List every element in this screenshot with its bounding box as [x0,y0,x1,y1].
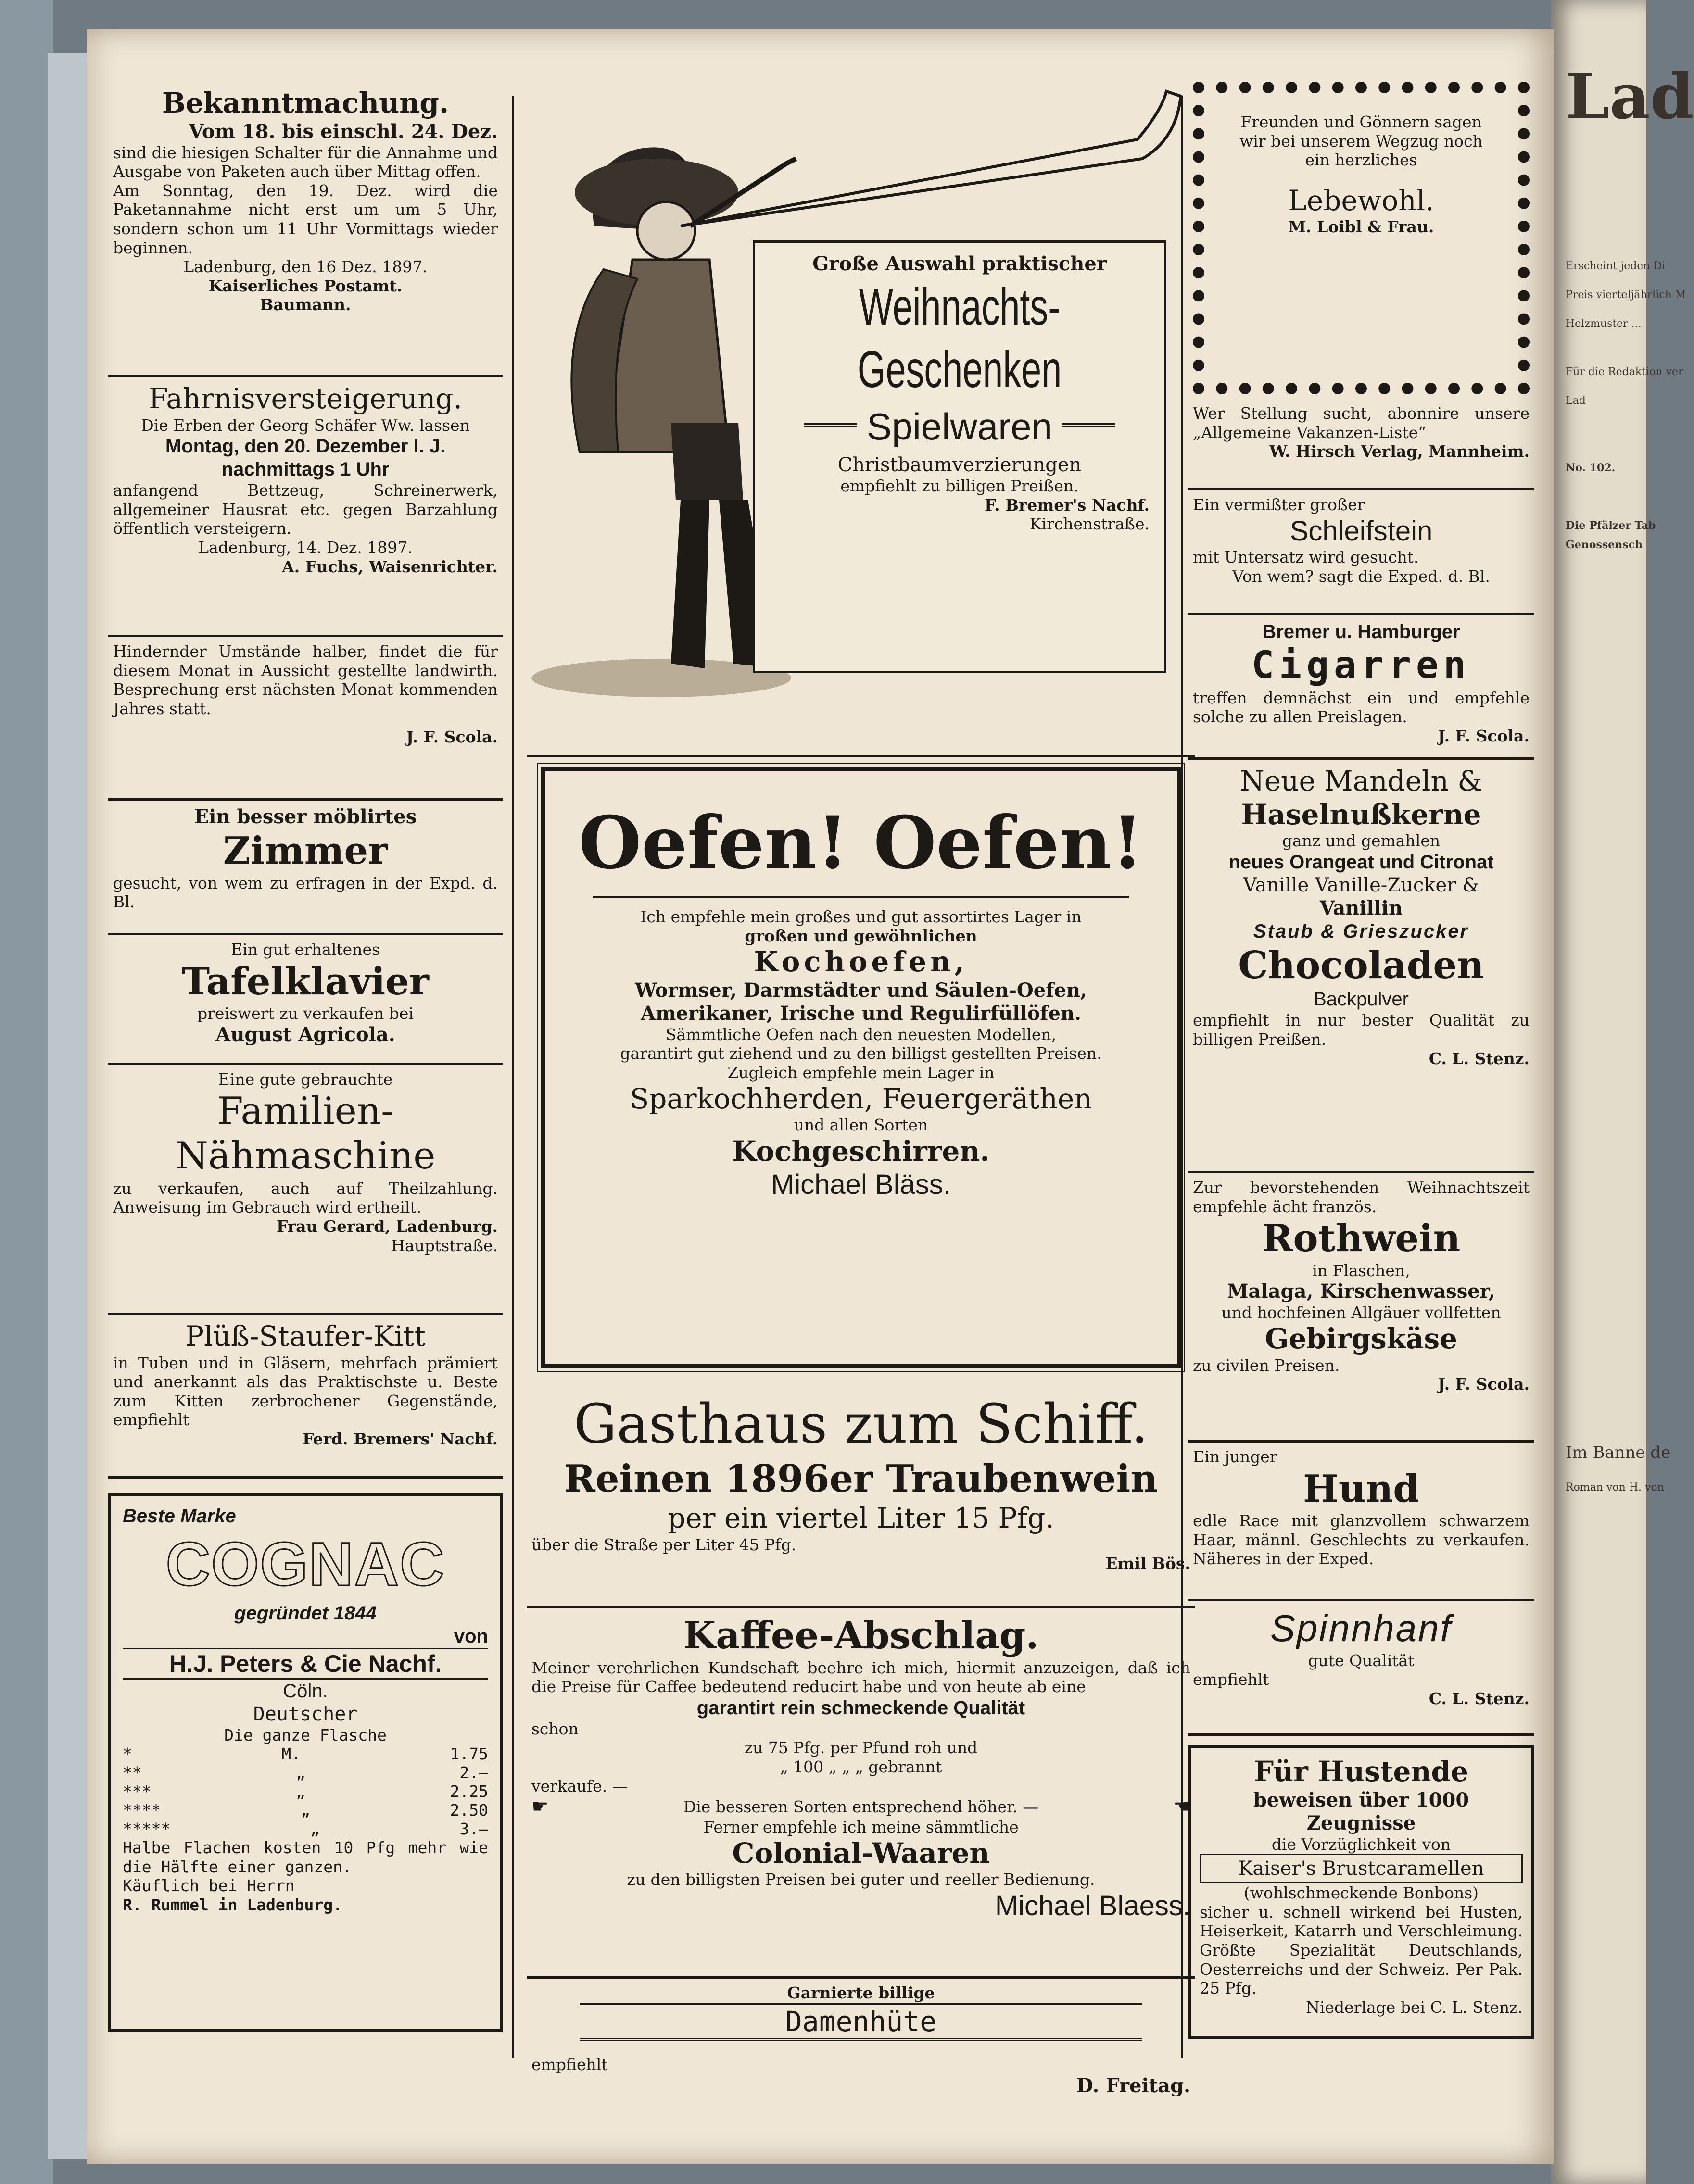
ad-line: zu civilen Preisen. [1193,1356,1340,1375]
ad-gasthaus-schiff [527,1387,1195,1608]
ad-title: Hund [1303,1467,1419,1511]
ad-title: Oefen! Oefen! [578,801,1144,885]
ad-body: sind die hiesigen Schalter für die Annahme und Ausgabe von Paketen auch über Mittag offen. [113,143,498,181]
ad-title: Fahrnisversteigerung. [149,382,462,415]
price-label: „ [301,1801,310,1820]
ad-line: Die ganze Flasche [224,1725,387,1745]
ad-signature: M. Loibl & Frau. [1288,217,1434,237]
ad-time: nachmittags 1 Uhr [221,459,390,480]
ad-cognac [108,1493,503,2032]
ad-line: verkaufe. — [531,1776,628,1795]
ad-title: Nähmaschine [175,1134,436,1178]
ad-title: Schleifstein [1289,515,1433,547]
ad-line: von [454,1625,488,1647]
ad-line: garantirt gut ziehend und zu den billigst gestellten Preisen. [620,1044,1102,1063]
ad-oefen [541,767,1181,1368]
ad-signature: Kaiserliches Postamt. [208,276,403,295]
price-label: „ [296,1782,305,1801]
ad-line: über die Straße per Liter 45 Pfg. [531,1535,796,1554]
ad-body: edle Race mit glanzvollem schwarzem Haar, männl. Geschlechts zu verkaufen. Näheres in der Exped. [1193,1511,1530,1569]
ad-line: Backpulver [1314,989,1409,1010]
ad-signature: Emil Bös. [1105,1554,1190,1573]
price-list [123,1745,488,1838]
ad-subtitle: Sparkochherden, Feuergeräthen [630,1082,1092,1115]
ad-line: Vom 18. bis einschl. 24. Dez. [189,120,498,143]
ad-subtitle: Kochoefen, [754,945,968,979]
ad-line: empfiehlt [531,2055,608,2074]
ad-line: (wohlschmeckende Bonbons) [1243,1883,1479,1903]
ad-city: Cöln. [283,1680,328,1702]
ad-price: zu 75 Pfg. per Pfund roh und [744,1738,978,1757]
price-value: 2.— [459,1763,488,1782]
ad-signature: Baumann. [260,295,351,314]
price-value: 2.25 [450,1782,488,1801]
ad-price: per ein viertel Liter 15 Pfg. [668,1501,1054,1534]
ad-signature: W. Hirsch Verlag, Mannheim. [1269,442,1530,461]
ad-line: Christbaumverzierungen [837,454,1082,477]
ad-line: Garnierte billige [787,1983,935,2002]
next-page-line: Für die Redaktion ver [1566,366,1683,378]
ad-line: Beste Marke [123,1506,236,1527]
ad-line: Große Auswahl praktischer [812,252,1107,275]
price-stars: * [123,1745,132,1764]
ad-line: Sämmtliche Oefen nach den neuesten Modellen, [665,1025,1057,1044]
divider [593,896,1129,898]
trumpet-bell [652,82,1205,207]
ad-note: Halbe Flachen kosten 10 Pfg mehr wie die Hälfte einer ganzen. [123,1838,488,1876]
ad-line: gute Qualität [1308,1651,1415,1670]
next-page-title: Lad [1566,60,1694,133]
boot-left [671,500,709,668]
breeches [671,423,743,500]
price-stars: **** [123,1801,161,1820]
ad-line: Eine gute gebrauchte [218,1070,393,1089]
ad-line: Malaga, Kirschenwasser, [1227,1280,1495,1303]
ad-signature: R. Rummel in Ladenburg. [123,1895,342,1914]
ad-body: Wer Stellung sucht, abonnire unsere „Allgemeine Vakanzen-Liste“ [1193,404,1530,442]
ad-subtitle: Gebirgskäse [1264,1322,1458,1355]
price-value: 2.50 [450,1801,488,1820]
ad-husten [1188,1745,1534,2039]
ad-signature: C. L. Stenz. [1429,1689,1530,1708]
column-middle [527,82,1195,2133]
ad-line: Wormser, Darmstädter und Säulen-Oefen, [635,979,1087,1002]
ad-line: Von wem? sagt die Exped. d. Bl. [1232,566,1490,586]
ad-date: Ladenburg, den 16 Dez. 1897. [183,257,428,276]
ad-line: Deutscher [253,1703,358,1725]
next-page-line: Holzmuster ... [1566,318,1642,330]
ad-signature: J. F. Scola. [1438,1375,1530,1394]
ad-line: Ein besser möblirtes [194,805,417,828]
ad-signature: D. Freitag. [1076,2074,1190,2097]
ad-line: in Flaschen, [1312,1261,1410,1280]
ad-line: garantirt rein schmeckende Qualität [696,1697,1025,1719]
ad-hindernder [108,637,503,801]
ad-title: Plüß-Staufer-Kitt [185,1320,426,1353]
ad-subtitle: Colonial-Waaren [732,1836,990,1870]
ornament-bar [1062,423,1115,431]
ad-body: empfiehlt in nur bester Qualität zu billigen Preißen. [1193,1011,1530,1049]
ad-signature: Michael Blaess. [995,1890,1190,1921]
ad-signature: A. Fuchs, Waisenrichter. [282,557,498,576]
ad-subtitle: Kochgeschirren. [732,1134,990,1167]
ornament-bar [804,423,857,431]
price-row [123,1782,488,1801]
ad-title: Tafelklavier [182,959,429,1004]
price-label: „ [310,1820,320,1839]
next-page-heading: Genossensch [1566,539,1643,551]
ad-signature: F. Bremer's Nachf. [985,495,1150,515]
ad-line: Die besseren Sorten entsprechend höher. — [683,1797,1039,1816]
ad-title: Kaffee-Abschlag. [683,1614,1039,1657]
ad-body: Zur bevorstehenden Weihnachtszeit empfehle ächt französ. [1193,1178,1530,1216]
head [637,202,695,260]
next-page-edge [1551,0,1694,2184]
ad-line: beweisen über 1000 Zeugnisse [1253,1788,1469,1834]
price-row [123,1801,488,1820]
ad-title: Haselnußkerne [1241,798,1481,831]
ad-title: Neue Mandeln & [1240,765,1482,797]
ad-address: Hauptstraße. [391,1236,498,1255]
next-page-line: Lad [1566,395,1586,407]
ad-address: Kirchenstraße. [1029,515,1150,534]
ad-line: Amerikaner, Irische und Regulirfüllöfen. [641,1002,1081,1025]
ad-signature: Michael Bläss. [771,1169,951,1201]
next-page-line: Erscheint jeden Di [1566,260,1666,272]
ad-brand: Kaiser's Brustcaramellen [1200,1854,1523,1883]
ad-line: Vanille Vanille-Zucker & [1243,874,1479,896]
ad-line: Ferner empfehle ich meine sämmtliche [703,1818,1019,1837]
ad-body: sicher u. schnell wirkend bei Husten, Heiserkeit, Katarrh und Verschleimung. Größte Spezialität Deutschlands, Oesterreichs und der Schweiz. Per Pak. 25 Pfg. [1200,1902,1523,1998]
ad-line: und allen Sorten [794,1116,928,1135]
price-value: 1.75 [450,1745,488,1764]
ad-signature: Frau Gerard, Ladenburg. [276,1217,498,1236]
price-label: M. [281,1745,301,1764]
ad-line: Zugleich empfehle mein Lager in [727,1063,995,1082]
ad-line: und hochfeinen Allgäuer vollfetten [1221,1303,1501,1322]
ad-line: Die Erben der Georg Schäfer Ww. lassen [141,415,470,435]
price-row [123,1745,488,1763]
price-label: „ [296,1763,305,1782]
ad-body: Hindernder Umstände halber, findet die für diesem Monat in Aussicht gestellte landwirth. Besprechung erst nächsten Monat kommenden Jahres statt. [113,642,498,718]
ad-mandeln [1188,760,1534,1173]
column-right [1188,82,1534,2039]
ad-line: Bremer u. Hamburger [1262,621,1460,642]
ad-body: in Tuben und in Gläsern, mehrfach prämiert und anerkannt als das Praktischste u. Beste zum Kitten zerbrochener Gegenstände, empfiehlt [113,1353,498,1430]
next-page-line: Roman von H. von [1566,1481,1664,1494]
ad-weihnacht [527,82,1195,757]
ad-title: Geschenken [857,339,1062,398]
next-page-line: Preis vierteljährlich M [1566,289,1686,301]
ad-title: Zimmer [223,829,388,873]
ad-line: preiswert zu verkaufen bei [197,1004,414,1023]
column-rule [512,96,514,2058]
ad-schleifstein [1188,490,1534,615]
ad-line: Käuflich bei Herrn [123,1876,295,1895]
ad-signature: August Agricola. [215,1023,395,1046]
pointing-hand-icon: ☛ [531,1795,549,1818]
ad-signature: J. F. Scola. [406,728,498,747]
ad-founded: gegründet 1844 [234,1602,377,1624]
ad-maker: H.J. Peters & Cie Nachf. [123,1648,488,1680]
next-page-story: Im Banne de [1566,1443,1671,1462]
ad-bekanntmachung [108,82,503,377]
ad-stellung [1188,399,1534,490]
banner-scroll [753,240,1166,673]
price-row [123,1763,488,1782]
ad-title: Rothwein [1262,1217,1461,1261]
ad-signature: Ferd. Bremers' Nachf. [303,1429,498,1448]
ad-subtitle: Reinen 1896er Traubenwein [564,1457,1158,1501]
ad-signature: J. F. Scola. [1438,726,1530,745]
price-stars: ** [123,1763,142,1782]
ad-title: Cigarren [1252,644,1471,687]
ad-kitt [108,1315,503,1479]
ad-line: schon [531,1719,579,1738]
ad-line: empfiehlt zu billigen Preißen. [840,477,1079,496]
ad-tafelklavier [108,935,503,1065]
ad-line: Ein gut erhaltenes [231,940,380,959]
price-stars: ***** [123,1820,171,1839]
ad-body: Freunden und Gönnern sagen wir bei unserem Wegzug noch ein herzliches [1239,113,1483,170]
spielwaren-row [770,405,1150,449]
ad-title: Spinnhanf [1270,1607,1453,1649]
ad-body: Am Sonntag, den 19. Dez. wird die Paketannahme nicht erst um um 5 Uhr, sondern schon um 11 Uhr Vormittags wieder beginnen. [113,181,498,257]
ad-line: Staub & Grieszucker [1253,920,1469,942]
ad-rothwein [1188,1173,1534,1443]
ad-body: gesucht, von wem zu erfragen in der Expd. d. Bl. [113,873,498,912]
ad-zimmer [108,801,503,935]
ad-body: Meiner verehrlichen Kundschaft beehre ich mich, hiermit anzuzeigen, daß ich die Preise für Caffee bedeutend reducirt habe und von heute ab eine [531,1658,1190,1696]
ad-line: mit Untersatz wird gesucht. [1193,548,1419,567]
ad-body: treffen demnächst ein und empfehle solche zu allen Preislagen. [1193,688,1530,727]
ad-cigarren [1188,615,1534,760]
ad-signature: Niederlage bei C. L. Stenz. [1306,1997,1523,2017]
bessere-row [531,1795,1190,1818]
ad-subtitle: Chocoladen [1238,943,1484,987]
ad-fahrnisversteigerung [108,377,503,637]
ad-price: „ 100 „ „ „ gebrannt [780,1757,942,1776]
ad-line: neues Orangeat und Citronat [1228,851,1494,873]
pointing-hand-icon: ☚ [1173,1795,1190,1818]
ad-body: anfangend Bettzeug, Schreinerwerk, allgemeiner Hausrat etc. gegen Barzahlung öffentlich versteigern. [113,481,498,538]
book-spine [48,53,87,2159]
ad-lebewohl [1193,82,1530,394]
ad-line: ganz und gemahlen [1282,831,1441,851]
ad-damenhuete [527,1979,1195,2133]
ad-line: empfiehlt [1193,1670,1269,1689]
ad-body: zu verkaufen, auch auf Theilzahlung. Anweisung im Gebrauch wird ertheilt. [113,1179,498,1217]
ad-place: Ladenburg, 14. Dez. 1897. [198,538,413,557]
next-page-heading: Die Pfälzer Tab [1566,519,1656,532]
ad-title: Gasthaus zum Schiff. [573,1393,1149,1456]
ad-title: Familien- [217,1089,394,1133]
trumpet-tube [681,91,1181,226]
ad-title: Lebewohl. [1288,184,1434,217]
ad-line: Vanillin [1319,896,1403,919]
price-row [123,1820,488,1838]
price-value: 3.— [459,1820,488,1839]
ad-line: die Vorzüglichkeit von [1271,1834,1451,1854]
ad-title: Damenhüte [580,2003,1142,2041]
ad-spinnhanf [1188,1601,1534,1736]
ad-line: großen und gewöhnlichen [745,926,977,945]
ad-line: Ein vermißter großer [1193,495,1365,514]
ad-line: zu den billigsten Preisen bei guter und reeller Bedienung. [627,1870,1095,1889]
price-stars: *** [123,1782,152,1801]
ad-title: Weihnachts- [859,277,1061,336]
book-cover [0,0,53,2184]
next-page-number: No. 102. [1566,462,1616,474]
ad-title: Bekanntmachung. [162,87,449,119]
ad-brand: COGNAC [165,1530,445,1599]
ad-line: Ich empfehle mein großes und gut assortirtes Lager in [640,907,1082,926]
ad-kaffee [527,1608,1195,1979]
ad-naehmaschine [108,1065,503,1315]
ad-subtitle: Spielwaren [867,405,1052,448]
ad-title: Für Hustende [1253,1755,1469,1788]
column-left [108,82,503,2032]
ad-line: Ein junger [1193,1447,1277,1466]
ad-signature: C. L. Stenz. [1429,1049,1530,1068]
ad-date: Montag, den 20. Dezember l. J. [165,436,446,457]
ad-hund [1188,1443,1534,1601]
